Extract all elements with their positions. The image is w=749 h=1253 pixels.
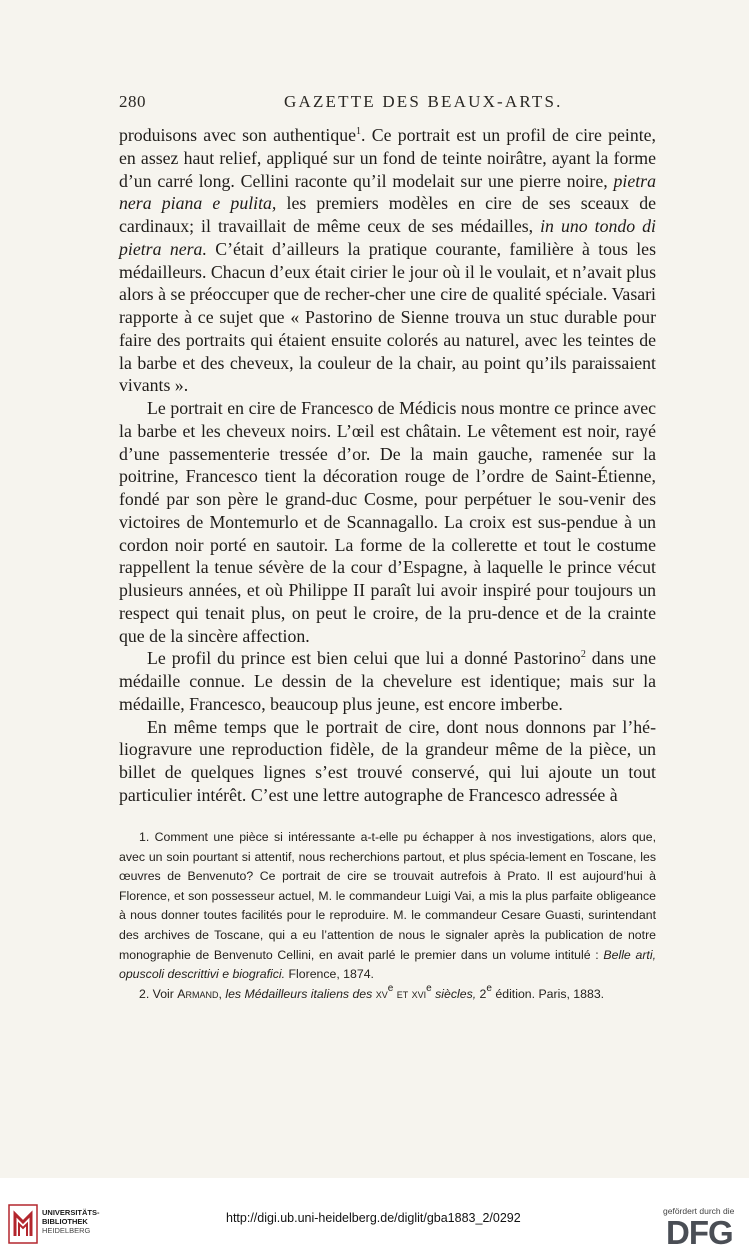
footnote-ref-2: 2 [580, 649, 586, 661]
footnote-2-sup-2: e [426, 982, 432, 994]
library-line-2: BIBLIOTHEK [42, 1217, 88, 1226]
p3-text-2: dans une médaille connue. Le dessin de la chevelure est identique; mais sur la médaille, Francesco, beaucoup plus jeune, est encore imberbe. [119, 648, 656, 714]
paragraph-1 [119, 124, 656, 397]
footnote-2-author: Armand [177, 986, 219, 1001]
footnote-2-text-1: Voir [149, 986, 178, 1001]
footnote-2-sup-3: e [486, 982, 492, 994]
footnote-1-text: Comment une pièce si intéressante a-t-elle pu échapper à nos investigations, alors que, avec un soin pourtant si attentif, nous recherchions partout, et plus spécia-lement en Toscane, les œuvres de Benvenuto? Ce portrait de cire se trouvait autrefois à Prato. Il est aujourd’hui à Florence, et son possesseur actuel, M. le commandeur Luigi Vai, a mis la plus parfaite obligeance à nous donner toutes facilités pour le reproduire. M. le commandeur Cesare Guasti, surintendant des archives de Toscane, qui a eu l’attention de nous le signaler après la publication de notre monographie de Benvenuto Cellini, en avait parlé le premier dans un volume intitulé : [119, 830, 656, 962]
footnote-2-sup-1: e [387, 982, 394, 994]
journal-title: GAZETTE DES BEAUX-ARTS. [284, 92, 563, 111]
university-library-name [42, 1208, 100, 1235]
body-text [119, 124, 656, 807]
p1-text-1: produisons avec son authentique [119, 125, 357, 145]
footnote-2-century-2: et xvi [393, 986, 427, 1001]
paragraph-2: Le portrait en cire de Francesco de Médicis nous montre ce prince avec la barbe et les cheveux noirs. L’œil est châtain. Le vêtement est noir, rayé d’une passementerie tressée d’or. De la main gauche, ramenée sur la poitrine, Francesco tient la décoration rouge de l’ordre de Saint-Étienne, fondé par son père le grand-duc Cosme, pour perpétuer le sou-venir des victoires de Montemurlo et de Scannagallo. La croix est sus-pendue à un cordon noir porté en sautoir. La forme de la collerette et tout le costume rappellent la tenue sévère de la cour d’Espagne, à laquelle le prince vécut plusieurs années, et où Philippe II paraît lui avoir inspiré pour toujours un respect qui tenait plus, on peut le croire, de la pru-dence et de la crainte que de la sincère affection. [119, 398, 656, 646]
p1-italic-2: in uno tondo di pietra nera. [119, 216, 656, 259]
library-line-3: HEIDELBERG [42, 1226, 91, 1235]
page-number: 280 [119, 92, 146, 111]
footnote-2-century-1: xv [372, 986, 388, 1001]
university-library-logo-icon [8, 1204, 38, 1244]
footnote-2-text-2: , [218, 986, 226, 1001]
p1-italic-1: pietra nera piana e pulita, [119, 170, 656, 214]
footnote-2 [119, 982, 656, 1005]
running-head [119, 92, 656, 118]
footnote-2-end: édition. Paris, 1883. [491, 986, 605, 1001]
footnote-2-edition: 2 [476, 986, 487, 1001]
p1-text-4: C’était d’ailleurs la pratique courante, familière à tous les médailleurs. Chacun d’eux était cirier le jour où il le voulait, et n’avait plus alors à se préoccuper que de recher-cher une cire de qualité spéciale. Vasari rapporte à ce sujet que « Pastorino de Sienne trouva un stuc durable pour faire des portraits qui étaient ensuite colorés au naturel, avec les teintes de la barbe et des cheveux, la couleur de la chair, au point qu’ils paraissaient vivants ». [119, 238, 656, 396]
p1-text-2: . Ce portrait est un profil de cire peinte, en assez haut relief, appliqué sur un fond de teinte noirâtre, ayant la forme d’un carré long. Cellini raconte qu’il modelait sur une pierre noire, [119, 125, 656, 191]
p1-text-3: les premiers modèles en cire de ses sceaux de cardinaux; il travaillait de même ceux de ses médailles, [119, 193, 657, 236]
footnote-2-italic-1: les Médailleurs italiens des [225, 986, 373, 1001]
permalink[interactable]: http://digi.ub.uni-heidelberg.de/diglit/gba1883_2/0292 [226, 1211, 521, 1225]
paragraph-4: En même temps que le portrait de cire, dont nous donnons par l’hé-liogravure une reproduction fidèle, de la grandeur même de la pièce, un billet de quelques lignes s’est trouvé conservé, qui lui ajoute un tout particulier intérêt. C’est une lettre autographe de Francesco adressée à [119, 716, 656, 805]
footnote-2-italic-2: siècles, [435, 986, 477, 1001]
dfg-logo: DFG [666, 1214, 733, 1251]
footnote-1 [119, 828, 656, 985]
paragraph-3 [119, 647, 656, 715]
footnote-1-end: Florence, 1874. [285, 967, 374, 982]
footnotes [119, 828, 656, 1004]
p3-text-1: Le profil du prince est bien celui que lui a donné Pastorino [147, 648, 581, 669]
footnote-1-number: 1. [139, 830, 150, 844]
footnote-ref-1: 1 [356, 126, 362, 137]
library-line-1: UNIVERSITÄTS- [42, 1208, 100, 1217]
footnote-1-italic: Belle arti, opuscoli descrittivi e biografici. [119, 947, 656, 982]
funded-by-caption: gefördert durch die [663, 1206, 735, 1216]
footnote-2-number: 2. [139, 986, 150, 1001]
